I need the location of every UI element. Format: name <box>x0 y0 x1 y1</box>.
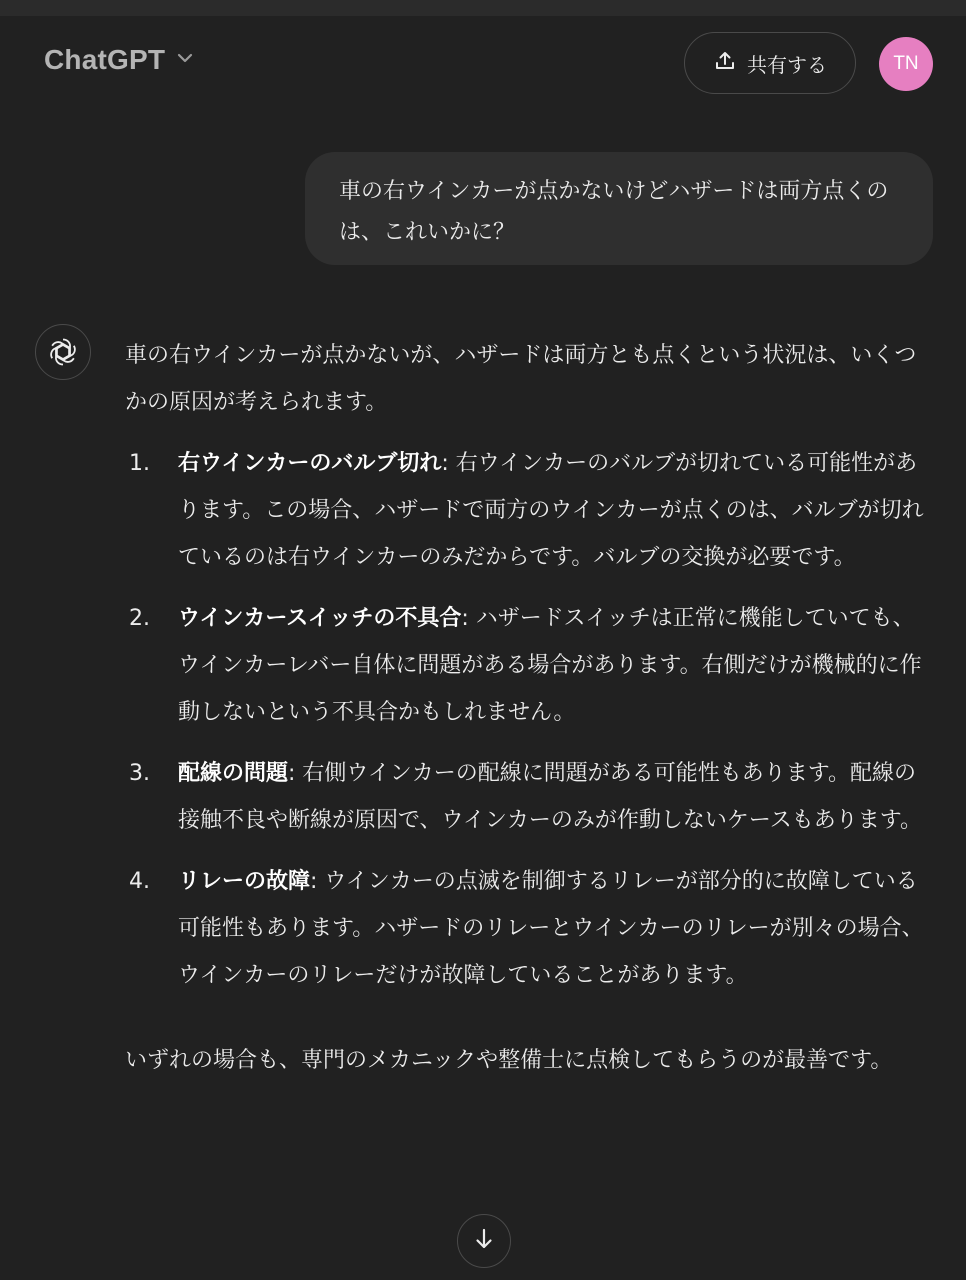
assistant-message <box>125 332 935 1084</box>
list-number: 1. <box>129 451 150 476</box>
openai-logo-icon <box>35 324 91 380</box>
assistant-closing: いずれの場合も、専門のメカニックや整備士に点検してもらうのが最善です。 <box>125 1048 893 1073</box>
list-item <box>125 858 935 999</box>
share-icon <box>713 49 737 78</box>
model-selector[interactable] <box>44 44 195 76</box>
cause-list <box>125 440 935 999</box>
list-item <box>125 750 935 844</box>
list-item-title: リレーの故障 <box>178 869 311 894</box>
list-item <box>125 440 935 581</box>
assistant-intro: 車の右ウインカーが点かないが、ハザードは両方とも点くという状況は、いくつかの原因が考えられます。 <box>125 343 917 415</box>
share-button-label: 共有する <box>747 52 827 77</box>
list-item <box>125 595 935 736</box>
list-number: 3. <box>129 761 150 786</box>
model-name: ChatGPT <box>44 44 166 75</box>
list-item-body: : 右ウインカーのバルブが切れている可能性があります。この場合、ハザードで両方のウインカーが点くのは、バルブが切れているのは右ウインカーのみだからです。バルブの交換が必要です。 <box>178 451 924 570</box>
list-item-body: : ウインカーの点滅を制御するリレーが部分的に故障している可能性もあります。ハザードのリレーとウインカーのリレーが別々の場合、ウインカーのリレーだけが故障していることがあります。 <box>178 869 924 988</box>
arrow-down-icon <box>471 1226 497 1256</box>
chat-header <box>0 16 966 112</box>
user-avatar[interactable]: TN <box>879 37 933 91</box>
list-item-title: ウインカースイッチの不具合 <box>178 606 462 631</box>
list-item-body: : 右側ウインカーの配線に問題がある可能性もあります。配線の接触不良や断線が原因で、ウインカーのみが作動しないケースもあります。 <box>178 761 923 833</box>
list-number: 2. <box>129 606 150 631</box>
chevron-down-icon <box>175 48 195 72</box>
list-number: 4. <box>129 869 150 894</box>
list-item-title: 配線の問題 <box>178 761 289 786</box>
user-message-bubble: 車の右ウインカーが点かないけどハザードは両方点くのは、これいかに？ <box>305 152 933 265</box>
window-top-strip <box>0 0 966 16</box>
list-item-title: 右ウインカーのバルブ切れ <box>178 451 442 476</box>
share-button[interactable] <box>684 32 856 94</box>
scroll-to-bottom-button[interactable] <box>457 1214 511 1268</box>
list-item-body: : ハザードスイッチは正常に機能していても、ウインカーレバー自体に問題がある場合があります。右側だけが機械的に作動しないという不具合かもしれません。 <box>178 606 922 725</box>
